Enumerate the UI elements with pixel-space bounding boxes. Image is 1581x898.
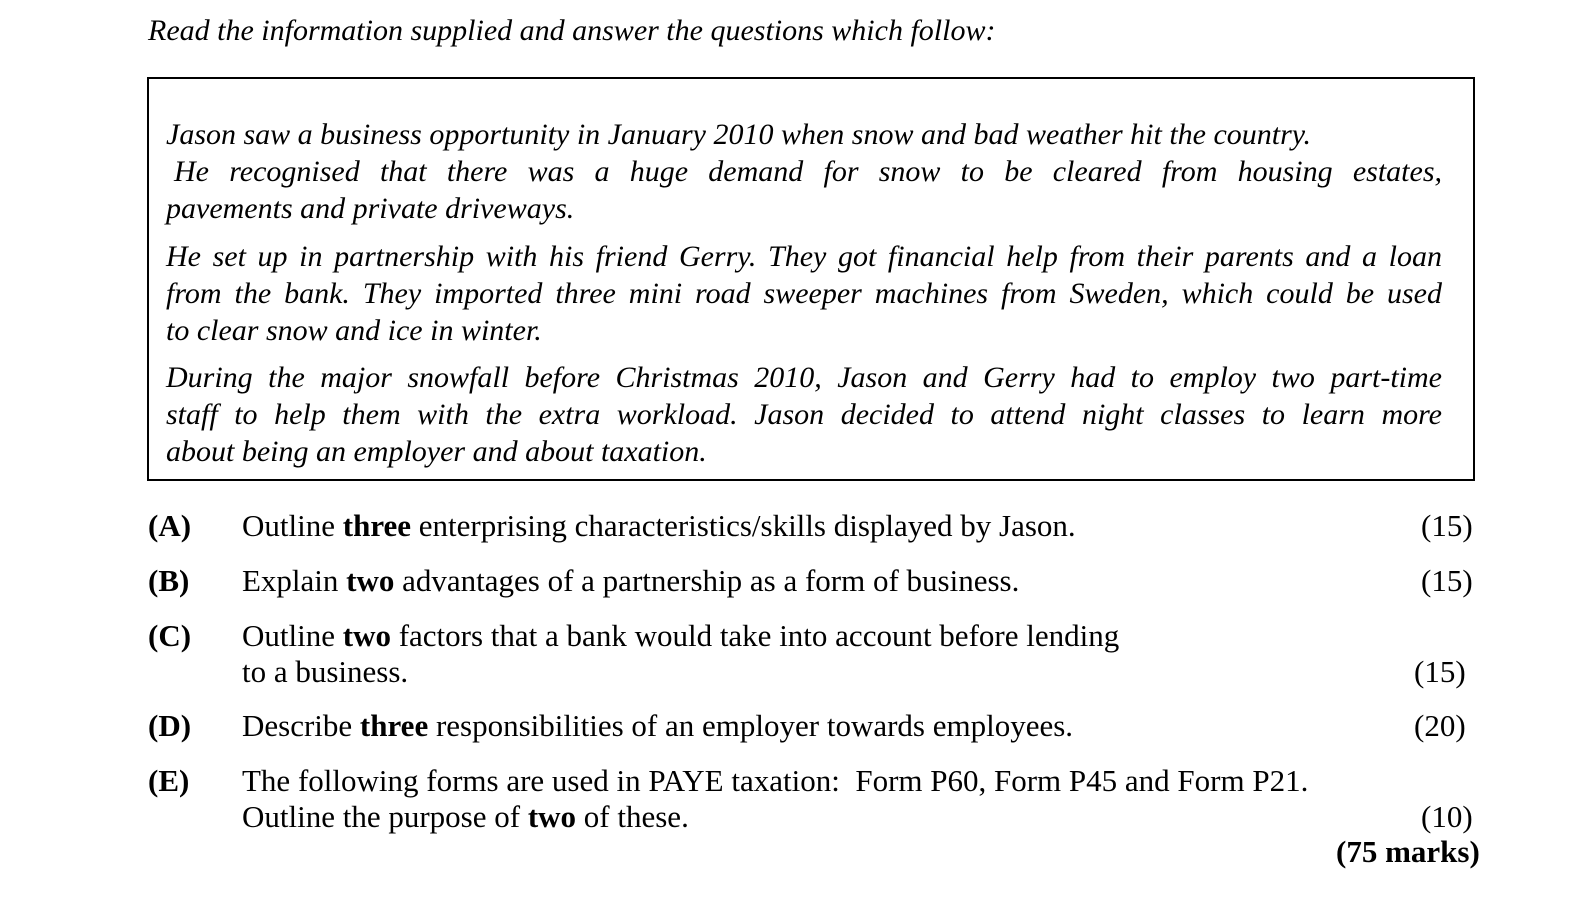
question-c-marks: (15) [1414,654,1466,689]
question-a-text: Outline three enterprising characteristics/skills displayed by Jason. [242,508,1076,543]
question-e-line-2: Outline the purpose of two of these. [242,799,689,834]
scenario-line: During the major snowfall before Christmas 2010, Jason and Gerry had to employ two part-time [166,361,1442,394]
scenario-box [147,77,1475,481]
question-e-line-1: The following forms are used in PAYE taxation: Form P60, Form P45 and Form P21. [242,763,1309,798]
instruction-text: Read the information supplied and answer the questions which follow: [148,14,996,47]
question-c-line-2: to a business. [242,654,409,689]
scenario-line: pavements and private driveways. [166,192,575,225]
question-b-label: (B) [148,563,190,598]
question-d-marks: (20) [1414,708,1466,743]
scenario-line: He set up in partnership with his friend Gerry. They got financial help from their parents and a loan [166,240,1442,273]
scenario-line: staff to help them with the extra workload. Jason decided to attend night classes to learn more [166,398,1442,431]
scenario-line: about being an employer and about taxation. [166,435,707,468]
total-marks: (75 marks) [1336,834,1480,869]
question-c-text [242,618,1119,690]
question-e-text [242,763,1308,835]
question-b-marks: (15) [1421,563,1473,598]
question-b-text: Explain two advantages of a partnership as a form of business. [242,563,1020,598]
question-e-marks: (10) [1421,799,1473,834]
question-a-label: (A) [148,508,192,543]
question-d-label: (D) [148,708,192,743]
scenario-line: Jason saw a business opportunity in January 2010 when snow and bad weather hit the country. [166,118,1311,151]
question-a-marks: (15) [1421,508,1473,543]
scenario-line: to clear snow and ice in winter. [166,314,542,347]
question-e-label: (E) [148,763,190,798]
scenario-paragraph-2 [166,238,1442,349]
scenario-paragraph-3 [166,359,1442,470]
scenario-line: from the bank. They imported three mini road sweeper machines from Sweden, which could be used [166,277,1442,310]
scenario-line: He recognised that there was a huge demand for snow to be cleared from housing estates, [174,155,1442,188]
question-c-label: (C) [148,618,192,653]
scenario-paragraph-1 [166,116,1442,227]
question-c-line-1: Outline two factors that a bank would take into account before lending [242,618,1120,653]
question-d-text: Describe three responsibilities of an employer towards employees. [242,708,1074,743]
